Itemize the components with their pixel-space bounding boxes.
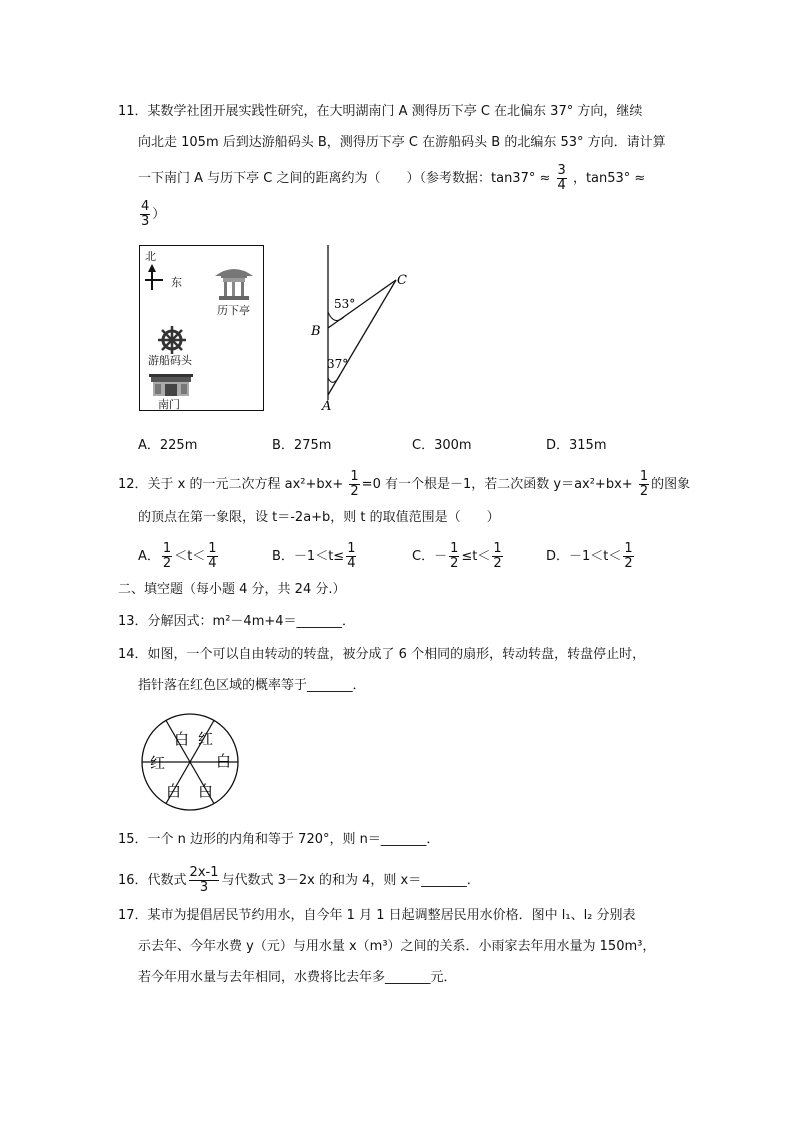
q13: 13．分解因式：m²－4m+4＝_______．: [118, 614, 356, 629]
q12-line1: 12．关于 x 的一元二次方程 ax²+bx+ $\frac{1}{2}$ =0 有一个根是－1，若二次函数 y＝ax²+bx+ $\frac{1}{2}$ 的图象: [118, 469, 691, 499]
spinner-wheel: [136, 710, 246, 814]
q12-line2: 的顶点在第一象限，设 t＝-2a+b，则 t 的取值范围是（ ）: [138, 510, 500, 525]
q11-line4: $\frac{4}{3}$ ）: [141, 199, 166, 229]
q14-line2: 指针落在红色区域的概率等于_______．: [138, 678, 366, 693]
q11-text3b: ，tan53° ≈: [572, 171, 646, 186]
gate-label: 南门: [158, 398, 180, 411]
angle-53-label: 53°: [334, 297, 356, 311]
map-figure: [139, 245, 264, 411]
q16: 16．代数式 $\frac{2x-1}{3}$ 与代数式 3－2x 的和为 4，则 x＝_______．: [118, 865, 480, 895]
compass-arrow-icon: [143, 264, 167, 290]
q17-line2: 示去年、今年水费 y（元）与用水量 x（m³）之间的关系．小雨家去年用水量为 150m³，: [138, 939, 656, 954]
dock-label: 游船码头: [148, 354, 192, 367]
q14-line1: 14．如图，一个可以自由转动的转盘，被分成了 6 个相同的扇形，转动转盘，转盘停止时，: [118, 647, 646, 662]
point-c-label: C: [397, 273, 407, 288]
sector-label: 白: [198, 782, 214, 800]
ship-wheel-icon: [158, 326, 186, 354]
q11-text1: 某数学社团开展实践性研究，在大明湖南门 A 测得历下亭 C 在北偏东 37° 方向，继续: [147, 104, 643, 119]
q17-line1: 17．某市为提倡居民节约用水，自今年 1 月 1 日起调整居民用水价格．图中 l₁、l₂ 分别表: [118, 908, 636, 923]
q15: 15．一个 n 边形的内角和等于 720°，则 n＝_______．: [118, 832, 440, 847]
fraction-1-2: $\frac{1}{2}$: [350, 469, 359, 499]
fraction-4-3: $\frac{4}{3}$: [141, 199, 150, 229]
pavilion-icon: [213, 264, 255, 302]
q11-option-b: B．275m: [272, 438, 332, 453]
section-title: 二、填空题（每小题 4 分，共 24 分.）: [118, 582, 346, 597]
q11-line2: 向北走 105m 后到达游船码头 B，测得历下亭 C 在游船码头 B 的北编东 53° 方向．请计算: [138, 135, 666, 150]
q12-option-a: A． $\frac{1}{2}$ ＜t＜ $\frac{1}{4}$: [138, 541, 217, 571]
q11-option-c: C．300m: [412, 438, 472, 453]
point-a-label: A: [322, 399, 332, 414]
q12-option-b: B．－1＜t≤ $\frac{1}{4}$: [272, 541, 356, 571]
sector-label: 白: [166, 782, 182, 800]
sector-label: 白: [216, 752, 232, 770]
angle-37-label: 37°: [327, 357, 349, 371]
q11-option-a: A．225m: [138, 438, 198, 453]
q12-option-c: C．－ $\frac{1}{2}$ ≤t＜ $\frac{1}{2}$: [412, 541, 502, 571]
fraction-3-4: $\frac{3}{4}$: [557, 163, 566, 193]
q11-line1: [118, 102, 642, 122]
fraction-1-2b: $\frac{1}{2}$: [639, 469, 649, 499]
q11-line3: [138, 164, 645, 193]
fraction-2x-1-over-3: $\frac{2x-1}{3}$: [189, 865, 219, 895]
east-label: 东: [171, 276, 182, 289]
sector-label: 白: [174, 730, 190, 748]
point-b-label: B: [311, 324, 321, 339]
triangle-diagram: [300, 240, 420, 415]
north-label: 北: [145, 250, 156, 263]
pavilion-label: 历下亭: [217, 304, 250, 317]
q12-option-d: D．－1＜t＜ $\frac{1}{2}$: [546, 541, 633, 571]
sector-label: 红: [150, 754, 166, 772]
q12-number: 12．: [118, 477, 148, 492]
q11-text3a: 一下南门 A 与历下亭 C 之间的距离约为（ ）（参考数据：tan37° ≈: [138, 171, 551, 186]
sector-label: 红: [198, 730, 214, 748]
q11-option-d: D．315m: [546, 438, 607, 453]
q11-number: 11．: [118, 104, 148, 119]
gate-icon: [149, 372, 193, 398]
q17-line3: 若今年用水量与去年相同，水费将比去年多_______元．: [138, 970, 457, 985]
